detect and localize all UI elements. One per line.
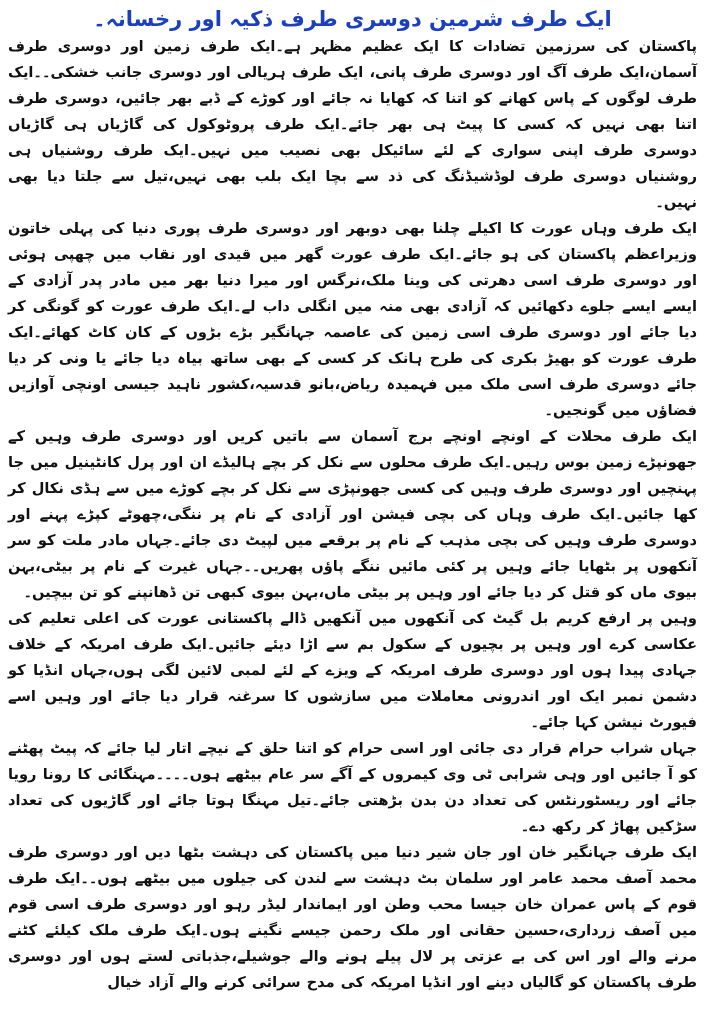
paragraph-sports-politics: ایک طرف جہانگیر خان اور جان شیر دنیا میں پاکستان کی دہشت بٹھا دیں اور دوسری طرف محمد آصف محمد عامر اور سلمان بٹ دہشت سے لندن کی جیلوں میں بیٹھے ہوں۔۔ایک طرف قوم کے پاس عمران خان جیسا محب وطن اور ایماندار لیڈر رہو اور دوسری طرف اسی قوم میں آصف زرداری،حسین حقانی اور ملک رحمن جیسے نگینے ہوں۔ایک طرف ملک کیلئے کٹنے مرنے والے اور اس کی بے عزتی پر لال پیلے ہونے والے جوشیلے،جذباتی لستے ہوں اور دوسری طرف پاکستان کو گالیاں دینے اور انڈیا امریکہ کی مدح سرائی کرنے والے آزاد خیال xyxy=(8,844,697,991)
paragraph-palaces: ایک طرف محلات کے اونچے اونچے برج آسمان سے باتیں کریں اور دوسری طرف وہیں کے جھونپڑے زمین بوس رہیں۔ایک طرف محلوں سے نکل کر بچے ہالیڈے ان اور پرل کانٹینیل میں جا پہنچیں اور دوسری طرف وہیں کی کسی جھونپڑی سے نکل کر بچے کوڑے میں سے ہڈی نکال کر کھا جائیں۔ایک طرف وہاں کی بچی فیشن اور آزادی کے نام پر ننگی،چھوٹے کپڑے پہنے اور دوسری طرف وہیں کی بچی مذہب کے نام پر برقعے میں لپیٹ دی جائے۔جہاں مادر ملت کو سر آنکھوں پر بٹھایا جائے وہیں پر کئی مائیں ننگے پاؤں پھریں۔۔جہاں غیرت کے نام پر بیٹی،بہن بیوی ماں کو قتل کر دیا جائے اور وہیں پر بیٹی ماں،بہن بیوی کبھی تن ڈھانپنے کو تن بیچیں۔ xyxy=(8,428,697,601)
paragraph-women: ایک طرف وہاں عورت کا اکیلے چلنا بھی دوبھر اور دوسری طرف پوری دنیا کی پہلی خاتون وزیراعظم پاکستان کی ہو جائے۔ایک طرف عورت گھر میں قیدی اور نقاب میں چھپی ہوئی اور دوسری طرف اسی دھرتی کی وینا ملک،نرگس اور میرا دنیا بھر میں مادر پدر آزادی کے ایسے ایسے جلوے دکھائیں کہ آزادی بھی منہ میں انگلی داب لے۔ایک طرف عورت کو گونگی کر دیا جائے اور دوسری طرف اسی زمین کی عاصمہ جہانگیر بڑے بڑوں کے کان کاٹ کھائے۔ایک طرف عورت کو بھیڑ بکری کی طرح ہانک کر کسی کے بھی ساتھ بیاہ دیا جائے یا ونی کر دیا جائے دوسری طرف اسی ملک میں فہمیدہ ریاض،بانو قدسیہ،کشور ناہید جیسی اونچی آوازیں فضاؤں میں گونجیں۔ xyxy=(8,220,697,419)
paragraph-education: وہیں پر ارفع کریم بل گیٹ کی آنکھوں میں آنکھیں ڈالے پاکستانی عورت کی اعلی تعلیم کی عکاسی کرے اور وہیں پر بچیوں کے سکول بم سے اڑا دیئے جائیں۔ایک طرف امریکہ کے خلاف جہادی پیدا ہوں اور دوسری طرف امریکہ کے ویزے کے لئے لمبی لائین لگی ہوں،جہاں انڈیا کو دشمن نمبر ایک اور اندرونی معاملات میں سازشوں کا سرغنہ قرار دیا جائے اور وہیں اسے فیورٹ نیشن کہا جائے۔ xyxy=(8,610,697,731)
article-headline: ایک طرف شرمین دوسری طرف ذکیہ اور رخسانہ۔ xyxy=(93,7,612,31)
paragraph-alcohol: جہاں شراب حرام قرار دی جائی اور اسی حرام کو اتنا حلق کے نیچے اتار لیا جائے کہ پیٹ پھٹنے کو آ جائیں اور وہی شرابی ٹی وی کیمروں کے آگے سر عام بیٹھے ہوں۔۔۔۔مہنگائی کا رونا رویا جائے اور ریسٹورنٹس کی تعداد دن بدن بڑھتی جائے۔تیل مہنگا ہوتا جائے اور گاڑیوں کی تعداد سڑکیں پھاڑ کر رکھ دے۔ xyxy=(8,740,697,835)
paragraph-contrasts: پاکستان کی سرزمین تضادات کا ایک عظیم مظہر ہے۔ایک طرف زمین اور دوسری طرف آسمان،ایک طرف آگ اور دوسری طرف پانی، ایک طرف ہریالی اور دوسری جانب خشکی۔۔ایک طرف لوگوں کے پاس کھانے کو اتنا کہ کھایا نہ جائے اور کوڑے کے ڈبے بھر جائیں، دوسری طرف اتنا بھی نہیں کہ کسی کا پیٹ ہی بھر جائے۔ایک طرف پروٹوکول کی گاڑیاں ہی گاڑیاں دوسری طرف اپنی سواری کے لئے سائیکل بھی نصیب میں نہیں۔ایک طرف روشنیاں ہی روشنیاں دوسری طرف لوڈشیڈنگ کی ذد سے بچا ایک بلب بھی نہیں،تیل سے جلتا دیا بھی نہیں۔ xyxy=(8,38,697,211)
